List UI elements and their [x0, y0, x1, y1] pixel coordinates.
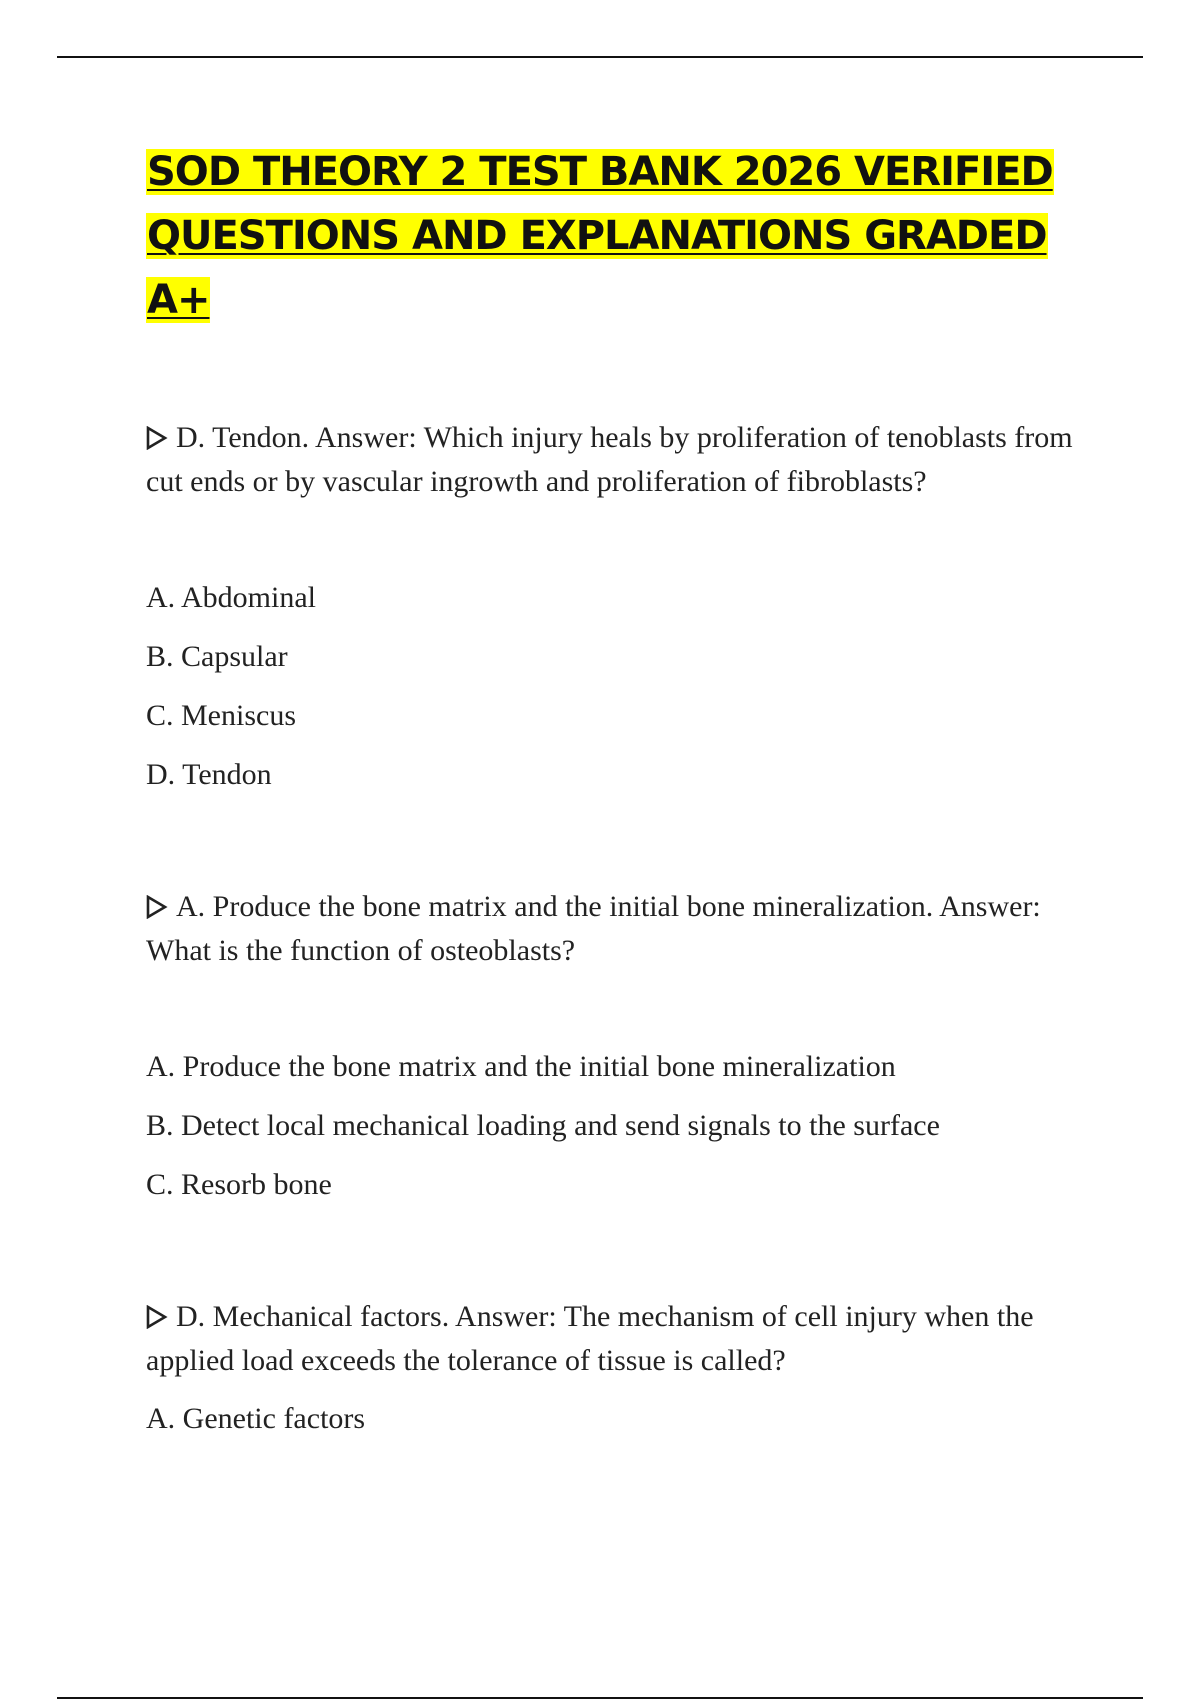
option-item: C. Meniscus: [146, 699, 296, 732]
question-prompt-text: D. Tendon. Answer: Which injury heals by proliferation of tenoblasts from cut ends or by vascular ingrowth and proliferation of fibroblasts?: [146, 421, 1073, 498]
option-item: A. Produce the bone matrix and the initial bone mineralization: [146, 1050, 896, 1083]
option-item: A. Abdominal: [146, 581, 316, 614]
question-prompt: [146, 416, 1086, 504]
triangle-bullet-icon: [146, 895, 168, 919]
top-rule: [57, 56, 1143, 58]
option-item: B. Capsular: [146, 640, 288, 673]
question-prompt-text: A. Produce the bone matrix and the initial bone mineralization. Answer: What is the function of osteoblasts?: [146, 890, 1041, 967]
document-title: [146, 140, 1086, 332]
option-item: C. Resorb bone: [146, 1168, 332, 1201]
question-block-1: [146, 416, 1086, 797]
question-block-2: [146, 885, 1086, 1207]
question-prompt-text: D. Mechanical factors. Answer: The mechanism of cell injury when the applied load exceeds the tolerance of tissue is called?: [146, 1300, 1034, 1377]
question-block-3: [146, 1295, 1086, 1441]
option-item: D. Tendon: [146, 758, 272, 791]
options-list: [146, 576, 1086, 797]
title-highlight: SOD THEORY 2 TEST BANK 2026 VERIFIED QUESTIONS AND EXPLANATIONS GRADED A+: [147, 149, 1053, 323]
options-list: [146, 1045, 1086, 1207]
triangle-bullet-icon: [146, 1305, 168, 1329]
option-item: A. Genetic factors: [146, 1402, 366, 1435]
option-item: B. Detect local mechanical loading and send signals to the surface: [146, 1109, 940, 1142]
question-prompt: [146, 885, 1086, 973]
options-list: [146, 1397, 1086, 1441]
question-prompt: [146, 1295, 1086, 1383]
bottom-rule: [57, 1697, 1143, 1699]
document-body: [146, 140, 1086, 1456]
triangle-bullet-icon: [146, 426, 168, 450]
